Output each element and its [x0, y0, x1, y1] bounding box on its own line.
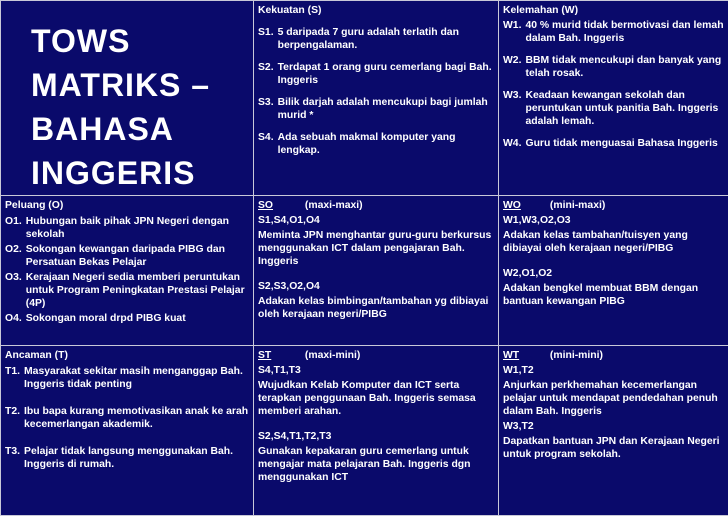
item-text: Hubungan baik pihak JPN Negeri dengan sekolah	[26, 215, 249, 241]
opportunity-item	[5, 215, 249, 241]
item-text: Pelajar tidak langsung menggunakan Bah. Inggeris di rumah.	[24, 445, 249, 471]
threat-item	[5, 365, 249, 391]
weakness-item	[503, 137, 724, 150]
strategy-codes: W3,T2	[503, 420, 724, 433]
item-code: O3.	[5, 271, 26, 310]
item-code: T1.	[5, 365, 24, 391]
item-text: Keadaan kewangan sekolah dan peruntukan untuk panitia Bah. Inggeris adalah lemah.	[525, 89, 724, 128]
strategy-text: Anjurkan perkhemahan kecemerlangan pelajar untuk mendapat pendedahan penuh dalam Bah. Inggeris	[503, 379, 724, 418]
st-strategy-cell	[254, 346, 499, 516]
item-text: 5 daripada 7 guru adalah terlatih dan berpengalaman.	[278, 26, 494, 52]
item-text: BBM tidak mencukupi dan banyak yang telah rosak.	[525, 54, 724, 80]
item-code: O4.	[5, 312, 26, 325]
item-code: O2.	[5, 243, 26, 269]
item-code: W2.	[503, 54, 525, 80]
wo-strategy-cell	[499, 196, 728, 346]
strategy-text: Wujudkan Kelab Komputer dan ICT serta terapkan penggunaan Bah. Inggeris semasa memberi arahan.	[258, 379, 494, 418]
strength-item	[258, 96, 494, 122]
strategy-text: Dapatkan bantuan JPN dan Kerajaan Negeri untuk program sekolah.	[503, 435, 724, 461]
weaknesses-cell	[499, 1, 728, 196]
strategy-codes: W1,W3,O2,O3	[503, 214, 724, 227]
item-text: Bilik darjah adalah mencukupi bagi jumlah murid *	[278, 96, 494, 122]
strength-item	[258, 61, 494, 87]
opportunity-item	[5, 271, 249, 310]
weaknesses-heading: Kelemahan (W)	[503, 4, 724, 17]
weakness-item	[503, 89, 724, 128]
weakness-item	[503, 54, 724, 80]
strength-item	[258, 131, 494, 157]
so-mode: (maxi-maxi)	[305, 200, 363, 211]
st-heading	[258, 349, 494, 362]
item-text: Guru tidak menguasai Bahasa Inggeris	[525, 137, 724, 150]
threat-item	[5, 445, 249, 471]
strategy-codes: W1,T2	[503, 364, 724, 377]
threats-heading: Ancaman (T)	[5, 349, 249, 362]
strategy-text: Adakan bengkel membuat BBM dengan bantuan kewangan PIBG	[503, 282, 724, 308]
opportunity-item	[5, 243, 249, 269]
strategy-text: Adakan kelas tambahan/tuisyen yang dibiayai oleh kerajaan negeri/PIBG	[503, 229, 724, 255]
item-text: Ibu bapa kurang memotivasikan anak ke arah kecemerlangan akademik.	[24, 405, 249, 431]
title-line: BAHASA	[31, 107, 245, 151]
strategy-codes: S2,S3,O2,O4	[258, 280, 494, 293]
item-text: Sokongan kewangan daripada PIBG dan Persatuan Bekas Pelajar	[26, 243, 249, 269]
wo-mode: (mini-maxi)	[550, 200, 605, 211]
wo-abbr: WO	[503, 199, 547, 212]
item-code: W4.	[503, 137, 525, 150]
st-mode: (maxi-mini)	[305, 350, 360, 361]
title-line: INGGERIS	[31, 151, 245, 195]
threats-cell	[1, 346, 254, 516]
opportunities-cell	[1, 196, 254, 346]
wt-mode: (mini-mini)	[550, 350, 603, 361]
strategy-text: Meminta JPN menghantar guru-guru berkursus menggunakan ICT dalam pengajaran Bah. Inggeris	[258, 229, 494, 268]
strategy-codes: W2,O1,O2	[503, 267, 724, 280]
strategy-text: Adakan kelas bimbingan/tambahan yg dibiayai oleh kerajaan negeri/PIBG	[258, 295, 494, 321]
item-code: S1.	[258, 26, 278, 52]
strategy-text: Gunakan kepakaran guru cemerlang untuk mengajar mata pelajaran Bah. Inggeris dgn menggunakan ICT	[258, 445, 494, 484]
item-code: W1.	[503, 19, 525, 45]
strengths-cell	[254, 1, 499, 196]
opportunities-heading: Peluang (O)	[5, 199, 249, 212]
item-text: Ada sebuah makmal komputer yang lengkap.	[278, 131, 494, 157]
item-text: Masyarakat sekitar masih menganggap Bah. Inggeris tidak penting	[24, 365, 249, 391]
item-code: S2.	[258, 61, 278, 87]
item-code: T3.	[5, 445, 24, 471]
so-abbr: SO	[258, 199, 302, 212]
item-code: S3.	[258, 96, 278, 122]
wt-heading	[503, 349, 724, 362]
item-code: W3.	[503, 89, 525, 128]
strengths-heading: Kekuatan (S)	[258, 4, 494, 17]
title-line: MATRIKS –	[31, 63, 245, 107]
item-code: O1.	[5, 215, 26, 241]
item-text: Sokongan moral drpd PIBG kuat	[26, 312, 249, 325]
opportunity-item	[5, 312, 249, 325]
item-code: S4.	[258, 131, 278, 157]
item-text: 40 % murid tidak bermotivasi dan lemah dalam Bah. Inggeris	[525, 19, 724, 45]
weakness-item	[503, 19, 724, 45]
item-text: Terdapat 1 orang guru cemerlang bagi Bah. Inggeris	[278, 61, 494, 87]
so-heading	[258, 199, 494, 212]
st-abbr: ST	[258, 349, 302, 362]
title-cell	[1, 1, 254, 196]
so-strategy-cell	[254, 196, 499, 346]
strategy-codes: S2,S4,T1,T2,T3	[258, 430, 494, 443]
strength-item	[258, 26, 494, 52]
threat-item	[5, 405, 249, 431]
strategy-codes: S1,S4,O1,O4	[258, 214, 494, 227]
wt-abbr: WT	[503, 349, 547, 362]
item-code: T2.	[5, 405, 24, 431]
wt-strategy-cell	[499, 346, 728, 516]
strategy-codes: S4,T1,T3	[258, 364, 494, 377]
wo-heading	[503, 199, 724, 212]
item-text: Kerajaan Negeri sedia memberi peruntukan untuk Program Peningkatan Prestasi Pelajar (4P)	[26, 271, 249, 310]
title-line: TOWS	[31, 19, 245, 63]
